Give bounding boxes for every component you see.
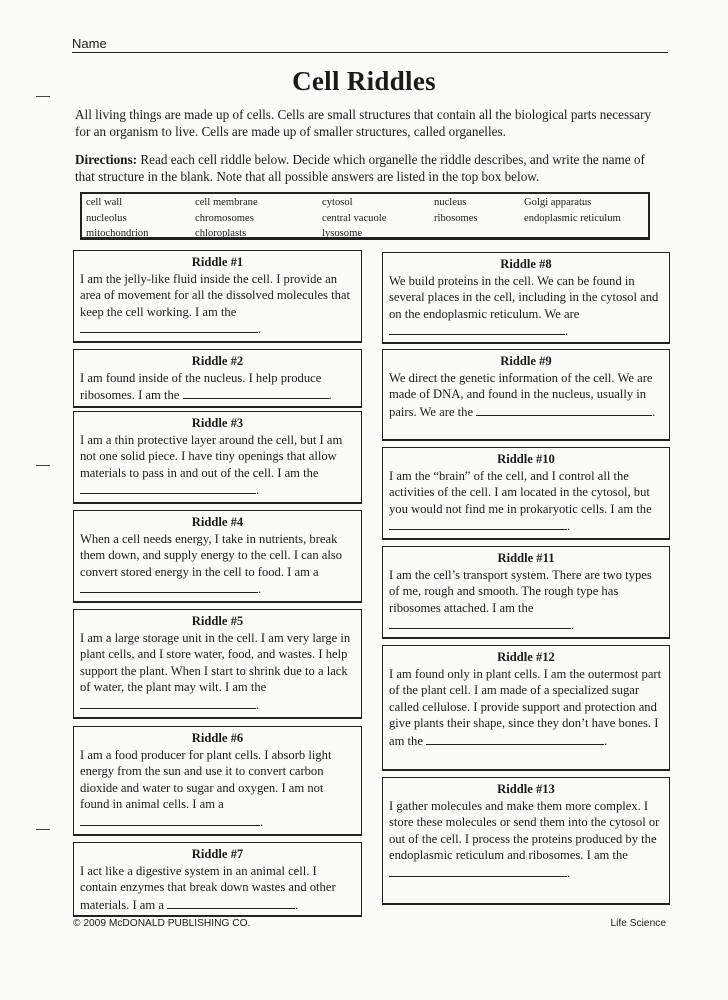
- answer-term: mitochondrion: [86, 228, 149, 239]
- riddle-6-box: [73, 726, 362, 836]
- riddle-12-box: [382, 645, 670, 771]
- riddle-10-box: [382, 447, 670, 540]
- answer-blank[interactable]: [167, 896, 295, 909]
- name-label: Name: [72, 36, 107, 51]
- answer-blank[interactable]: [80, 481, 256, 494]
- subject-label: Life Science: [610, 918, 666, 929]
- scan-mark: [36, 829, 50, 830]
- riddle-end: .: [567, 865, 571, 880]
- answer-blank[interactable]: [389, 864, 567, 877]
- riddle-end: .: [652, 404, 656, 419]
- answer-term: chromosomes: [195, 212, 254, 224]
- answer-blank[interactable]: [476, 403, 652, 416]
- answer-blank[interactable]: [389, 616, 571, 629]
- copyright: © 2009 McDONALD PUBLISHING CO.: [73, 918, 251, 929]
- riddle-2-box: [73, 349, 362, 408]
- answer-term: central vacuole: [322, 212, 387, 224]
- answer-column: [524, 195, 621, 226]
- riddle-end: .: [295, 897, 299, 912]
- scan-mark: [36, 465, 50, 466]
- riddle-end: .: [256, 697, 260, 712]
- answer-blank[interactable]: [389, 322, 565, 335]
- riddle-11-box: [382, 546, 670, 639]
- answer-term: Golgi apparatus: [524, 197, 592, 208]
- riddle-text: I am the “brain” of the cell, and I control all the activities of the cell. I am located in the cytosol, but you would not find me in prokaryotic cells. I am the: [389, 468, 652, 516]
- directions-text: Read each cell riddle below. Decide which organelle the riddle describes, and write the name of that structure in the blank. Note that all possible answers are listed in the top box below.: [75, 152, 645, 184]
- riddle-title: Riddle #5: [191, 614, 244, 628]
- answer-blank[interactable]: [389, 517, 567, 530]
- answer-blank[interactable]: [80, 813, 260, 826]
- answer-bank: [80, 192, 650, 240]
- riddle-title: Riddle #10: [497, 452, 555, 466]
- riddle-end: .: [328, 388, 332, 403]
- riddle-8-box: [382, 252, 670, 344]
- riddle-text: We direct the genetic information of the cell. We are made of DNA, and found in the nucleus, usually in pairs. We are the: [389, 370, 653, 419]
- riddle-text: I am a thin protective layer around the cell, but I am not one solid piece. I have tiny openings that allow materials to pass in and out of the cell. I am the: [80, 432, 343, 480]
- riddle-end: .: [256, 483, 260, 498]
- answer-column: [195, 195, 258, 242]
- riddle-text: I am the cell’s transport system. There are two types of me, rough and smooth. The rough type has ribosomes attached. I am the: [389, 567, 652, 615]
- riddle-9-box: [382, 349, 670, 441]
- page-title: Cell Riddles: [292, 66, 436, 96]
- answer-term: ribosomes: [434, 212, 478, 224]
- answer-column: [322, 195, 386, 242]
- riddle-3-box: [73, 411, 362, 504]
- riddle-text: I gather molecules and make them more complex. I store these molecules or send them into the cytosol or out of the cell. I process the proteins produced by the endoplasmic reticulum and ribosomes. I am the: [389, 798, 660, 863]
- directions-paragraph: [75, 151, 665, 185]
- name-field[interactable]: [72, 36, 668, 53]
- answer-term: cell wall: [86, 197, 123, 208]
- riddle-text: I am the jelly-like fluid inside the cell. I provide an area of movement for all the dissolved molecules that keep the cell working. I am the: [80, 271, 350, 319]
- intro-paragraph: All living things are made up of cells. Cells are small structures that contain all the biological parts necessary for an organism to live. Cells are made up of smaller structures, called organelles.: [75, 107, 652, 139]
- riddle-title: Riddle #13: [497, 782, 555, 796]
- riddle-1-box: [73, 250, 362, 343]
- riddle-end: .: [258, 322, 262, 337]
- riddle-title: Riddle #6: [191, 731, 244, 745]
- answer-term: chloroplasts: [195, 228, 247, 239]
- riddle-end: .: [565, 324, 569, 339]
- answer-blank[interactable]: [426, 732, 604, 745]
- riddle-title: Riddle #2: [191, 354, 244, 368]
- riddle-title: Riddle #7: [191, 847, 244, 861]
- riddle-7-box: [73, 842, 362, 917]
- riddle-title: Riddle #9: [500, 354, 552, 368]
- directions-label: Directions:: [75, 152, 138, 167]
- riddle-end: .: [260, 814, 264, 829]
- riddle-end: .: [258, 582, 262, 597]
- riddle-text: I am found inside of the nucleus. I help produce ribosomes. I am the: [80, 370, 322, 403]
- answer-blank[interactable]: [80, 696, 256, 709]
- answer-term: endoplasmic reticulum: [524, 212, 621, 224]
- riddle-text: I am found only in plant cells. I am the outermost part of the plant cell. I am made of a specialized sugar called cellulose. I provide support and protection and give plants their shape, since they don’t have bones. I am the: [389, 666, 662, 748]
- riddle-text: I am a large storage unit in the cell. I am very large in plant cells, and I store water, food, and wastes. I help support the plant. When I start to shrink due to a lack of water, the plant may wilt. I am the: [80, 630, 351, 695]
- answer-blank[interactable]: [80, 580, 258, 593]
- answer-term: lysosome: [322, 228, 363, 239]
- riddle-5-box: [73, 609, 362, 719]
- riddle-title: Riddle #8: [500, 257, 552, 271]
- answer-column: [86, 195, 148, 242]
- riddle-end: .: [604, 733, 608, 748]
- riddle-title: Riddle #11: [497, 551, 555, 565]
- riddle-title: Riddle #3: [191, 416, 244, 430]
- scan-mark: [36, 96, 50, 97]
- answer-term: nucleolus: [86, 212, 127, 224]
- riddle-text: I am a food producer for plant cells. I absorb light energy from the sun and use it to convert carbon dioxide and water to sugar and oxygen. I am not found in animal cells. I am a: [80, 747, 332, 812]
- riddle-text: I act like a digestive system in an animal cell. I contain enzymes that break down wastes and other materials. I am a: [80, 863, 336, 912]
- answer-blank[interactable]: [80, 320, 258, 333]
- answer-blank[interactable]: [183, 386, 329, 399]
- answer-column: [434, 195, 478, 226]
- riddle-title: Riddle #1: [191, 255, 244, 269]
- riddle-title: Riddle #4: [191, 515, 244, 529]
- riddle-text: When a cell needs energy, I take in nutrients, break them down, and supply energy to the cell. I can also convert stored energy in the cell to food. I am a: [80, 531, 343, 579]
- answer-term: cytosol: [322, 197, 353, 208]
- answer-term: nucleus: [434, 197, 467, 208]
- riddle-4-box: [73, 510, 362, 603]
- riddle-end: .: [567, 519, 571, 534]
- riddle-title: Riddle #12: [497, 650, 555, 664]
- answer-term: cell membrane: [195, 197, 258, 208]
- riddle-end: .: [571, 618, 575, 633]
- riddle-13-box: [382, 777, 670, 905]
- riddle-text: We build proteins in the cell. We can be found in several places in the cell, including in the cytosol and on the endoplasmic reticulum. We are: [389, 273, 659, 321]
